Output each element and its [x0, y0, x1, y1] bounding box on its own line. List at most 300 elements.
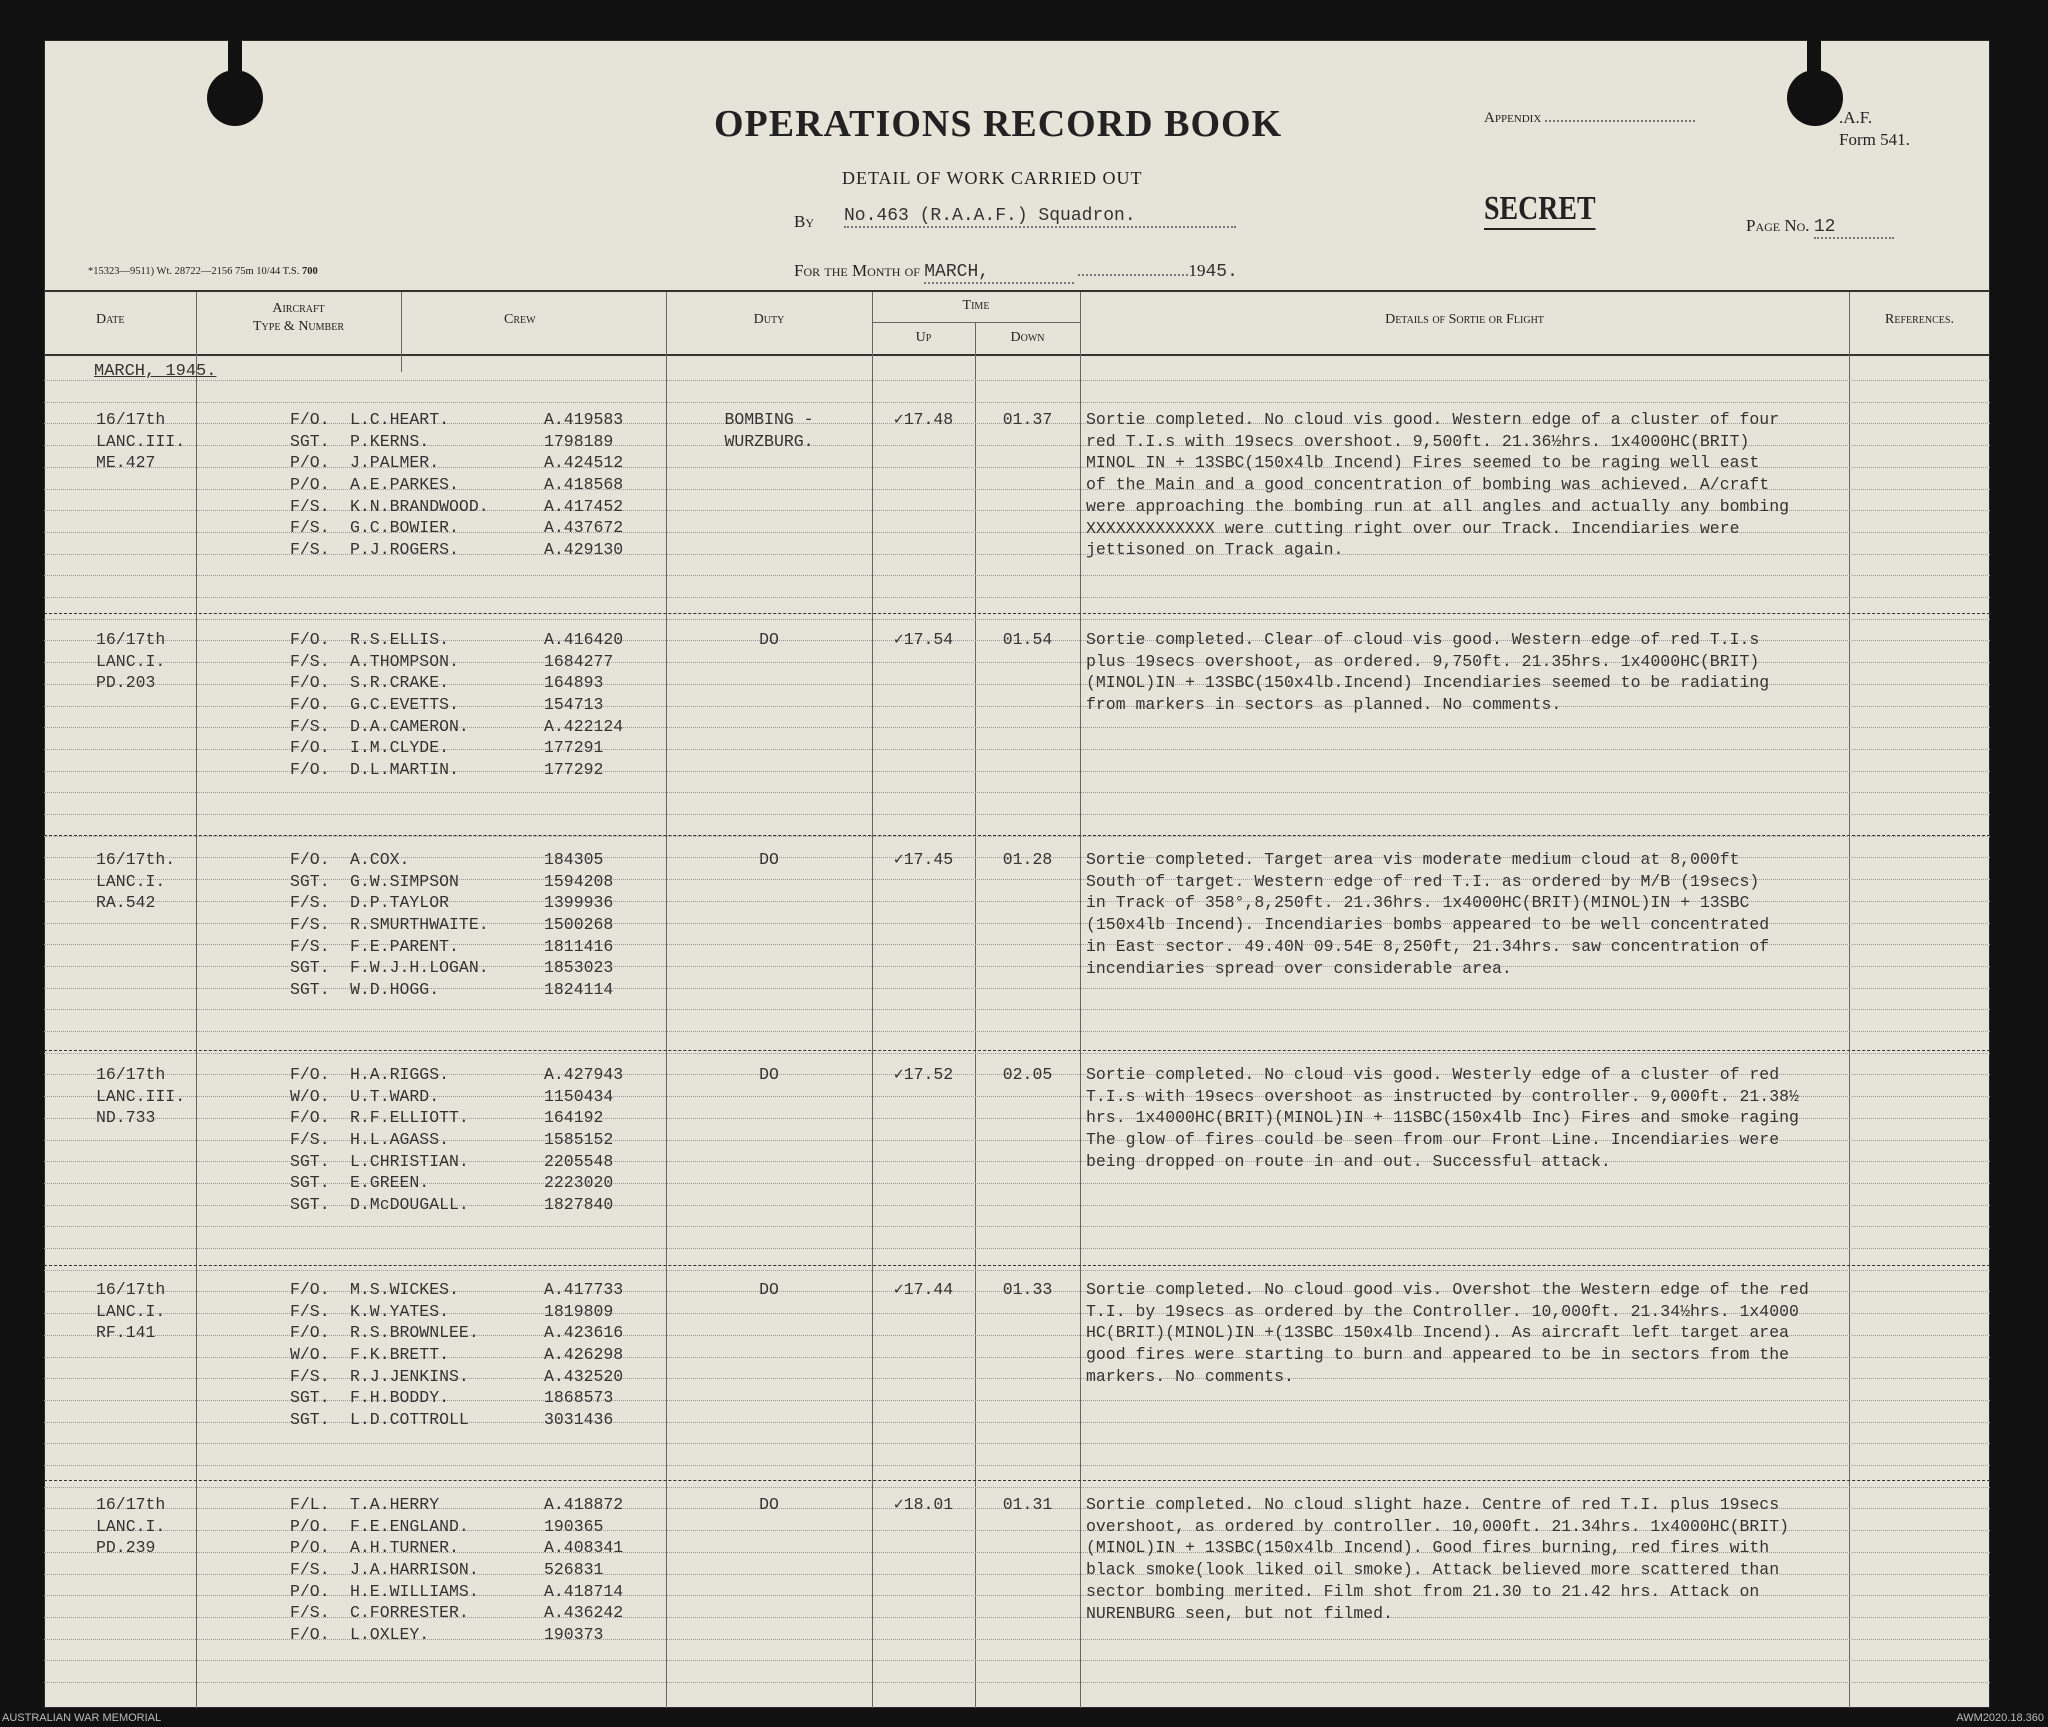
crew-rank: F/O. [290, 738, 330, 758]
crew-member [290, 1194, 660, 1216]
service-number: A.437672 [544, 518, 624, 538]
crew-member [290, 936, 660, 958]
crew-name: R.F.ELLIOTT. [350, 1108, 469, 1128]
aircraft-type: LANC.III. [96, 431, 186, 451]
crew-name: L.CHRISTIAN. [350, 1151, 469, 1171]
crew-rank: SGT. [290, 1173, 330, 1193]
service-number: 184305 [544, 850, 604, 869]
service-number: A.408341 [544, 1538, 624, 1558]
crew-rank: F/O. [290, 673, 330, 693]
crew-rank: SGT. [290, 1388, 330, 1408]
ruled-line [44, 1443, 1990, 1444]
crew-rank: SGT. [290, 431, 330, 451]
crew-rank: F/S. [290, 518, 330, 538]
crew-list [290, 849, 660, 1001]
service-number: A.426298 [544, 1345, 624, 1365]
crew-name: R.S.BROWNLEE. [350, 1323, 479, 1343]
crew-member [290, 1107, 660, 1129]
crew-name: D.A.CAMERON. [350, 716, 469, 736]
crew-name: H.A.RIGGS. [350, 1065, 450, 1084]
crew-rank: SGT. [290, 958, 330, 978]
time-up: ✓18.01 [893, 1495, 954, 1514]
service-number: 1827840 [544, 1195, 614, 1215]
details-line: Sortie completed. No cloud vis good. Western edge of a cluster of four [1086, 410, 1780, 429]
ruled-line [44, 597, 1990, 598]
time-down: 01.33 [1002, 1280, 1053, 1299]
crew-name: G.C.BOWIER. [350, 518, 459, 538]
service-number: 526831 [544, 1560, 604, 1580]
col-down: Down [1010, 330, 1045, 345]
crew-name: K.N.BRANDWOOD. [350, 496, 489, 516]
service-number: 1500268 [544, 915, 614, 935]
aircraft-number: RF.141 [96, 1323, 156, 1343]
crew-member [290, 496, 660, 518]
ruled-line [44, 814, 1990, 815]
crew-name: D.McDOUGALL. [350, 1195, 469, 1215]
crew-rank: F/O. [290, 1108, 330, 1128]
crew-rank: F/S. [290, 1603, 330, 1623]
details-line: in East sector. 49.40N 09.54E 8,250ft, 21.34hrs. saw concentration of [1086, 936, 1770, 956]
aircraft-number: ND.733 [96, 1108, 156, 1128]
print-code: *15323—9511) Wt. 28722—2156 75m 10/44 T.S. 700 [88, 266, 318, 277]
col-divider-2 [401, 292, 402, 372]
service-number: 2223020 [544, 1173, 614, 1193]
crew-member [290, 517, 660, 539]
crew-name: A.COX. [350, 850, 410, 869]
crew-rank: P/O. [290, 1516, 330, 1536]
sortie-date-type-number [96, 1279, 165, 1344]
crew-member [290, 672, 660, 694]
sortie-separator [44, 1050, 1990, 1051]
page-number: 12 [1814, 217, 1894, 239]
ruled-line [44, 380, 1990, 381]
sortie-separator [44, 1480, 1990, 1481]
time-up: ✓17.44 [893, 1280, 954, 1299]
service-number: 2205548 [544, 1151, 614, 1171]
crew-rank: F/O. [290, 1065, 330, 1084]
col-up: Up [915, 330, 932, 345]
ruled-line [44, 1270, 1990, 1271]
service-number: A.418568 [544, 475, 624, 495]
details-line: Sortie completed. Clear of cloud vis good. Western edge of red T.I.s [1086, 630, 1760, 649]
service-number: 177291 [544, 738, 604, 758]
crew-name: S.R.CRAKE. [350, 673, 450, 693]
appendix-label: Appendix [1484, 110, 1695, 127]
service-number: 190373 [544, 1625, 604, 1645]
crew-member [290, 737, 660, 759]
sortie-duty: DO [759, 850, 779, 869]
service-number: 177292 [544, 760, 604, 780]
crew-name: E.GREEN. [350, 1173, 430, 1193]
details-line: Sortie completed. No cloud vis good. Westerly edge of a cluster of red [1086, 1065, 1780, 1084]
details-line: Sortie completed. No cloud good vis. Overshot the Western edge of the red [1086, 1280, 1809, 1299]
crew-name: T.A.HERRY [350, 1495, 440, 1514]
crew-rank: SGT. [290, 1410, 330, 1430]
sortie-duty: DO [759, 1495, 779, 1514]
service-number: A.417733 [544, 1280, 624, 1299]
crew-member [290, 1301, 660, 1323]
time-up: ✓17.52 [893, 1065, 954, 1084]
crew-member [290, 1172, 660, 1194]
aircraft-number: PD.203 [96, 673, 156, 693]
service-number: 1853023 [544, 958, 614, 978]
record-sheet [44, 40, 1990, 1708]
crew-name: F.E.ENGLAND. [350, 1516, 469, 1536]
ruled-line [44, 1009, 1990, 1010]
details-line: overshoot, as ordered by controller. 10,000ft. 21.34hrs. 1x4000HC(BRIT) [1086, 1516, 1790, 1536]
crew-member [290, 1279, 660, 1301]
crew-member [290, 651, 660, 673]
sortie-date-type-number [96, 1494, 165, 1559]
details-line: in Track of 358°,8,250ft. 21.36hrs. 1x4000HC(BRIT)(MINOL)IN + 13SBC [1086, 893, 1750, 913]
crew-member [290, 871, 660, 893]
sortie-details [1086, 1494, 1789, 1624]
crew-rank: F/O. [290, 1625, 330, 1645]
details-line: jettisoned on Track again. [1086, 540, 1344, 560]
secret-stamp: SECRET [1484, 190, 1596, 230]
month-value: MARCH, [924, 262, 1074, 284]
crew-rank: SGT. [290, 980, 330, 1000]
squadron-field [844, 206, 1236, 228]
header-rule [44, 290, 1990, 292]
details-line: red T.I.s with 19secs overshoot. 9,500ft. 21.36½hrs. 1x4000HC(BRIT) [1086, 431, 1750, 451]
col-duty: Duty [753, 312, 785, 327]
service-number: A.423616 [544, 1323, 624, 1343]
sortie-date-type-number [96, 629, 165, 694]
crew-name: A.E.PARKES. [350, 475, 459, 495]
crew-member [290, 474, 660, 496]
page-number-field: Page No. 12 [1746, 216, 1894, 239]
crew-member [290, 759, 660, 781]
service-number: 1798189 [544, 431, 614, 451]
page-subtitle: DETAIL OF WORK CARRIED OUT [842, 168, 1143, 188]
crew-rank: F/S. [290, 1301, 330, 1321]
sortie-details [1086, 1279, 1809, 1388]
crew-rank: F/S. [290, 651, 330, 671]
crew-name: F.K.BRETT. [350, 1345, 450, 1365]
crew-rank: F/S. [290, 1130, 330, 1150]
col-divider-6 [1080, 292, 1081, 1708]
ruled-line [44, 1682, 1990, 1683]
crew-rank: F/S. [290, 893, 330, 913]
ruled-line [44, 792, 1990, 793]
time-up: ✓17.45 [893, 850, 954, 869]
col-date: Date [96, 312, 125, 327]
crew-member [290, 431, 660, 453]
details-line: Sortie completed. Target area vis moderate medium cloud at 8,000ft [1086, 850, 1740, 869]
aircraft-number: ME.427 [96, 453, 156, 473]
crew-name: U.T.WARD. [350, 1086, 440, 1106]
details-line: XXXXXXXXXXXXX were cutting right over our Track. Incendiaries were [1086, 518, 1740, 538]
service-number: 1868573 [544, 1388, 614, 1408]
crew-rank: F/L. [290, 1495, 330, 1514]
crew-list [290, 409, 660, 561]
crew-member [290, 1516, 660, 1538]
crew-member [290, 1581, 660, 1603]
crew-rank: SGT. [290, 1195, 330, 1215]
crew-rank: F/O. [290, 850, 330, 869]
crew-name: F.E.PARENT. [350, 936, 459, 956]
crew-member [290, 1537, 660, 1559]
crew-member [290, 1559, 660, 1581]
crew-member [290, 1602, 660, 1624]
service-number: 164893 [544, 673, 604, 693]
crew-member [290, 1344, 660, 1366]
crew-name: K.W.YATES. [350, 1301, 450, 1321]
service-number: A.419583 [544, 410, 624, 429]
crew-name: H.L.AGASS. [350, 1130, 450, 1150]
ruled-line [44, 1031, 1990, 1032]
ruled-line [44, 1465, 1990, 1466]
crew-rank: F/S. [290, 540, 330, 560]
crew-name: I.M.CLYDE. [350, 738, 450, 758]
time-split-rule [872, 322, 1080, 323]
details-line: The glow of fires could be seen from our Front Line. Incendiaries were [1086, 1130, 1780, 1150]
crew-member [290, 716, 660, 738]
crew-rank: P/O. [290, 1538, 330, 1558]
crew-name: C.FORRESTER. [350, 1603, 469, 1623]
crew-name: D.L.MARTIN. [350, 760, 459, 780]
ruled-line [44, 402, 1990, 403]
service-number: A.418714 [544, 1581, 624, 1601]
service-number: A.424512 [544, 453, 624, 473]
details-line: from markers in sectors as planned. No comments. [1086, 695, 1562, 715]
crew-name: W.D.HOGG. [350, 980, 440, 1000]
crew-member [290, 1086, 660, 1108]
crew-name: R.SMURTHWAITE. [350, 915, 489, 935]
column-head-rule [44, 354, 1990, 356]
service-number: 1585152 [544, 1130, 614, 1150]
crew-name: F.W.J.H.LOGAN. [350, 958, 489, 978]
service-number: A.432520 [544, 1366, 624, 1386]
details-line: were approaching the bombing run at all angles and actually any bombing [1086, 496, 1790, 516]
crew-member [290, 1624, 660, 1646]
details-line: (150x4lb Incend). Incendiaries bombs appeared to be well concentrated [1086, 915, 1770, 935]
col-crew: Crew [504, 312, 536, 327]
aircraft-type: LANC.I. [96, 651, 166, 671]
crew-member [290, 1387, 660, 1409]
crew-member [290, 1409, 660, 1431]
crew-rank: F/O. [290, 695, 330, 715]
crew-member [290, 409, 660, 431]
crew-rank: F/O. [290, 1280, 330, 1299]
crew-rank: F/O. [290, 630, 330, 649]
crew-name: L.D.COTTROLL [350, 1410, 469, 1430]
crew-member [290, 1366, 660, 1388]
footer-right: AWM2020.18.360 [1956, 1712, 2044, 1724]
crew-rank: F/O. [290, 760, 330, 780]
aircraft-type: LANC.I. [96, 1516, 166, 1536]
sortie-date: 16/17th [96, 410, 166, 429]
crew-member [290, 957, 660, 979]
crew-member [290, 1064, 660, 1086]
details-line: (MINOL)IN + 13SBC(150x4lb.Incend) Incendiaries seemed to be radiating [1086, 673, 1770, 693]
crew-rank: F/O. [290, 1323, 330, 1343]
crew-name: P.J.ROGERS. [350, 540, 459, 560]
details-line: sector bombing merited. Film shot from 21.30 to 21.42 hrs. Attack on [1086, 1581, 1760, 1601]
crew-rank: W/O. [290, 1345, 330, 1365]
crew-name: D.P.TAYLOR [350, 893, 450, 913]
crew-name: G.W.SIMPSON [350, 871, 459, 891]
crew-rank: F/S. [290, 1366, 330, 1386]
crew-list [290, 1494, 660, 1646]
crew-name: H.E.WILLIAMS. [350, 1581, 479, 1601]
details-line: NURENBURG seen, but not filmed. [1086, 1603, 1393, 1623]
sortie-details [1086, 409, 1789, 561]
crew-name: G.C.EVETTS. [350, 695, 459, 715]
binder-hole-left [207, 70, 263, 126]
service-number: A.422124 [544, 716, 624, 736]
month-heading: MARCH, 1945. [94, 362, 217, 381]
crew-name: L.C.HEART. [350, 410, 450, 429]
crew-name: A.H.TURNER. [350, 1538, 459, 1558]
ruled-line [44, 1226, 1990, 1227]
by-label: By [794, 212, 815, 231]
details-line: being dropped on route in and out. Successful attack. [1086, 1151, 1611, 1171]
sortie-date: 16/17th [96, 630, 166, 649]
aircraft-number: PD.239 [96, 1538, 156, 1558]
sortie-date-type-number [96, 409, 185, 474]
squadron-value: No.463 (R.A.A.F.) Squadron. [844, 206, 1236, 228]
crew-member [290, 539, 660, 561]
crew-rank: W/O. [290, 1086, 330, 1106]
service-number: 1399936 [544, 893, 614, 913]
ruled-line [44, 1248, 1990, 1249]
crew-rank: P/O. [290, 475, 330, 495]
service-number: 1811416 [544, 936, 614, 956]
sortie-date-type-number [96, 1064, 185, 1129]
crew-name: R.S.ELLIS. [350, 630, 450, 649]
crew-rank: F/S. [290, 1560, 330, 1580]
sortie-separator [44, 1265, 1990, 1266]
col-divider-1 [196, 292, 197, 1708]
time-down: 02.05 [1002, 1065, 1053, 1084]
service-number: A.429130 [544, 540, 624, 560]
col-details: Details of Sortie or Flight [1385, 312, 1544, 327]
details-line: (MINOL)IN + 13SBC(150x4lb Incend). Good fires burning, red fires with [1086, 1538, 1770, 1558]
sortie-details [1086, 1064, 1799, 1173]
time-down: 01.28 [1002, 850, 1053, 869]
crew-member [290, 629, 660, 651]
sortie-date: 16/17th. [96, 850, 176, 869]
sortie-date: 16/17th [96, 1495, 166, 1514]
crew-rank: F/S. [290, 915, 330, 935]
binder-hole-right [1787, 70, 1843, 126]
sortie-date: 16/17th [96, 1280, 166, 1299]
time-up: ✓17.54 [893, 630, 954, 649]
footer-left: AUSTRALIAN WAR MEMORIAL [2, 1712, 162, 1724]
crew-member [290, 914, 660, 936]
service-number: 190365 [544, 1516, 604, 1536]
details-line: good fires were starting to burn and appeared to be in sectors from the [1086, 1345, 1790, 1365]
aircraft-number: RA.542 [96, 893, 156, 913]
sortie-separator [44, 613, 1990, 614]
service-number: 3031436 [544, 1410, 614, 1430]
sortie-details [1086, 629, 1769, 716]
details-line: of the Main and a good concentration of bombing was achieved. A/craft [1086, 475, 1770, 495]
service-number: 1824114 [544, 980, 614, 1000]
col-time: Time [962, 298, 990, 313]
page-title: OPERATIONS RECORD BOOK [714, 103, 1283, 145]
crew-member [290, 892, 660, 914]
details-line: incendiaries spread over considerable area. [1086, 958, 1512, 978]
ruled-line [44, 1660, 1990, 1661]
crew-rank: F/S. [290, 716, 330, 736]
crew-name: J.PALMER. [350, 453, 440, 473]
service-number: A.436242 [544, 1603, 624, 1623]
crew-list [290, 1064, 660, 1216]
crew-member [290, 1129, 660, 1151]
crew-rank: P/O. [290, 453, 330, 473]
col-aircraft: Aircraft Type & Number [252, 301, 344, 334]
time-down: 01.37 [1002, 410, 1053, 429]
service-number: 164192 [544, 1108, 604, 1128]
crew-rank: SGT. [290, 1151, 330, 1171]
sortie-separator [44, 835, 1990, 836]
crew-member [290, 694, 660, 716]
service-number: A.416420 [544, 630, 624, 649]
service-number: 1150434 [544, 1086, 614, 1106]
time-down: 01.31 [1002, 1495, 1053, 1514]
sortie-details [1086, 849, 1769, 979]
crew-member [290, 979, 660, 1001]
crew-name: F.H.BODDY. [350, 1388, 450, 1408]
service-number: 1819809 [544, 1301, 614, 1321]
service-number: A.417452 [544, 496, 624, 516]
time-up: ✓17.48 [893, 410, 954, 429]
service-number: 1594208 [544, 871, 614, 891]
service-number: A.427943 [544, 1065, 624, 1084]
crew-name: M.S.WICKES. [350, 1280, 459, 1299]
details-line: Sortie completed. No cloud slight haze. Centre of red T.I. plus 19secs [1086, 1495, 1780, 1514]
details-line: MINOL IN + 13SBC(150x4lb Incend) Fires seemed to be raging well east [1086, 453, 1760, 473]
sortie-duty: DO [759, 1065, 779, 1084]
sortie-duty: DO [759, 630, 779, 649]
sortie-date: 16/17th [96, 1065, 166, 1084]
details-line: markers. No comments. [1086, 1366, 1294, 1386]
crew-name: L.OXLEY. [350, 1625, 430, 1645]
details-line: South of target. Western edge of red T.I. as ordered by M/B (19secs) [1086, 871, 1760, 891]
crew-name: R.J.JENKINS. [350, 1366, 469, 1386]
time-down: 01.54 [1002, 630, 1053, 649]
ruled-line [44, 619, 1990, 620]
crew-rank: F/O. [290, 410, 330, 429]
crew-name: J.A.HARRISON. [350, 1560, 479, 1580]
month-field: For the Month of MARCH, 1945. [794, 261, 1238, 282]
details-line: HC(BRIT)(MINOL)IN +(13SBC 150x4lb Incend). As aircraft left target area [1086, 1323, 1790, 1343]
col-divider-7 [1849, 292, 1850, 1708]
crew-list [290, 1279, 660, 1431]
crew-member [290, 849, 660, 871]
crew-list [290, 629, 660, 781]
crew-member [290, 1151, 660, 1173]
aircraft-type: LANC.I. [96, 871, 166, 891]
sortie-date-type-number [96, 849, 175, 914]
sortie-duty: BOMBING - WURZBURG. [724, 410, 814, 451]
crew-member [290, 452, 660, 474]
details-line: plus 19secs overshoot, as ordered. 9,750ft. 21.35hrs. 1x4000HC(BRIT) [1086, 651, 1760, 671]
aircraft-type: LANC.III. [96, 1086, 186, 1106]
crew-name: A.THOMPSON. [350, 651, 459, 671]
details-line: black smoke(look liked oil smoke). Attack believed more scattered than [1086, 1560, 1780, 1580]
service-number: 1684277 [544, 651, 614, 671]
col-references: References. [1885, 312, 1954, 327]
crew-member [290, 1494, 660, 1516]
aircraft-type: LANC.I. [96, 1301, 166, 1321]
ruled-line [44, 575, 1990, 576]
details-line: T.I.s with 19secs overshoot as instructed by controller. 9,000ft. 21.38½ [1086, 1086, 1799, 1106]
crew-rank: SGT. [290, 871, 330, 891]
